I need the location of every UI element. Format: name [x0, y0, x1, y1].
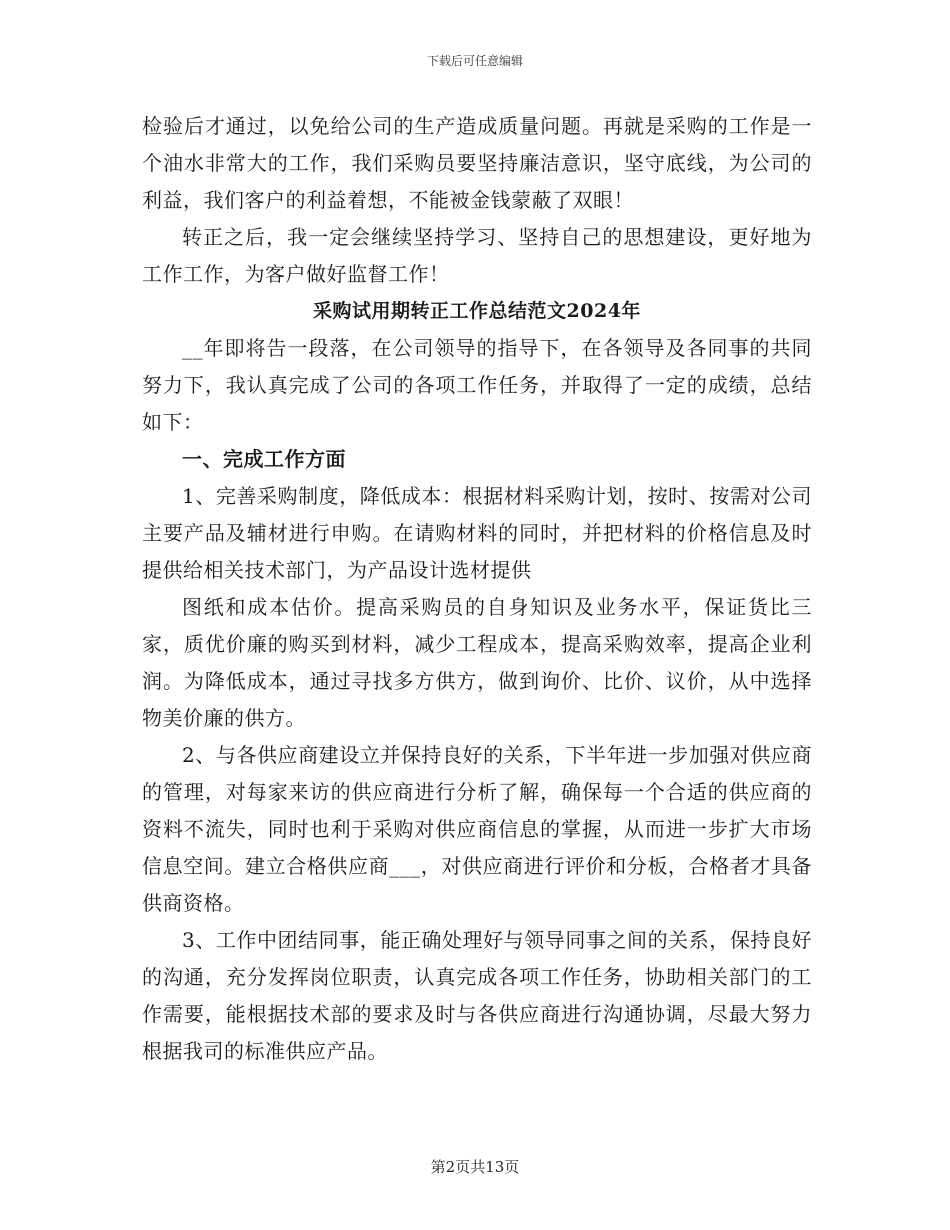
paragraph-1: 检验后才通过，以免给公司的生产造成质量问题。再就是采购的工作是一个油水非常大的工作，我们采购员要坚持廉洁意识，坚守底线，为公司的利益，我们客户的利益着想，不能被金钱蒙蔽了双眼！ — [142, 114, 812, 212]
page-footer: 第2页共13页 — [430, 1158, 520, 1176]
paragraph-5: 图纸和成本估价。提高采购员的自身知识及业务水平，保证货比三家，质优价廉的购买到材料，减少工程成本，提高采购效率，提高企业利润。为降低成本，通过寻找多方供方，做到询价、比价、议价，从中选择物美价廉的供方。 — [142, 595, 812, 730]
heading-1: 一、完成工作方面 — [182, 447, 346, 471]
page-header: 下载后可任意编辑 — [426, 54, 523, 68]
section-title: 采购试用期转正工作总结范文2024年 — [313, 300, 641, 322]
document-body — [142, 108, 812, 1070]
paragraph-4: 1、完善采购制度，降低成本：根据材料采购计划，按时、按需对公司主要产品及辅材进行申购。在请购材料的同时，并把材料的价格信息及时提供给相关技术部门，为产品设计选材提供 — [142, 484, 812, 582]
paragraph-3: __年即将告一段落，在公司领导的指导下，在各领导及各同事的共同努力下，我认真完成了公司的各项工作任务，并取得了一定的成绩，总结如下： — [142, 336, 812, 434]
paragraph-2: 转正之后，我一定会继续坚持学习、坚持自己的思想建设，更好地为工作工作，为客户做好监督工作！ — [142, 225, 812, 286]
paragraph-6: 2、与各供应商建设立并保持良好的关系，下半年进一步加强对供应商的管理，对每家来访的供应商进行分析了解，确保每一个合适的供应商的资料不流失，同时也利于采购对供应商信息的掌握，从而进一步扩大市场信息空间。建立合格供应商___，对供应商进行评价和分板，合格者才具备供商资格。 — [142, 743, 812, 915]
paragraph-7: 3、工作中团结同事，能正确处理好与领导同事之间的关系，保持良好的沟通，充分发挥岗位职责，认真完成各项工作任务，协助相关部门的工作需要，能根据技术部的要求及时与各供应商进行沟通协调，尽最大努力根据我司的标准供应产品。 — [142, 928, 812, 1063]
